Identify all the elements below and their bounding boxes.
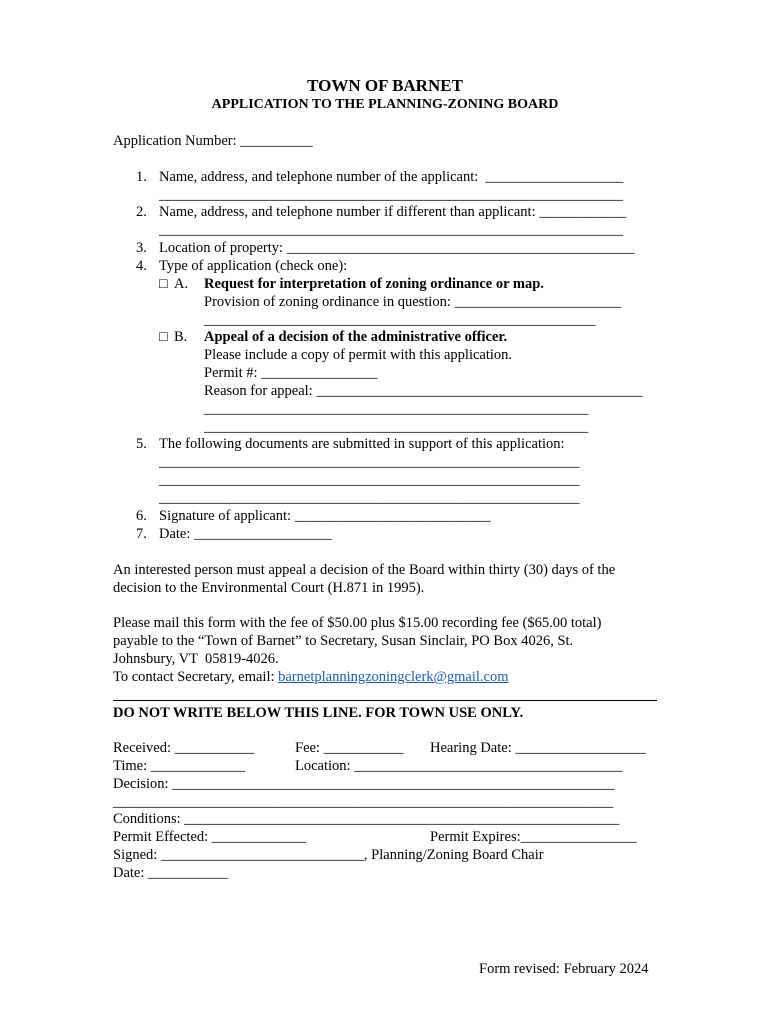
item-5-number: 5. (136, 436, 147, 452)
town-use-date-field[interactable]: Date: ___________ (113, 865, 228, 881)
time-field[interactable]: Time: _____________ (113, 758, 245, 774)
option-a-letter: A. (174, 276, 189, 292)
received-field[interactable]: Received: ___________ (113, 740, 255, 756)
appeal-reason-continuation[interactable]: _____________________________________________________ (204, 401, 589, 417)
option-b-heading: Appeal of a decision of the administrative officer. (204, 329, 508, 345)
item-1-number: 1. (136, 169, 147, 185)
decision-continuation[interactable]: _____________________________________________________________________ (113, 794, 614, 810)
permit-expires-field[interactable]: Permit Expires:________________ (430, 829, 637, 845)
form-revision-note: Form revised: February 2024 (479, 961, 649, 977)
supporting-documents-field[interactable]: __________________________________________________________ (159, 472, 580, 488)
town-use-divider (113, 700, 657, 701)
hearing-date-field[interactable]: Hearing Date: __________________ (430, 740, 646, 756)
location-field[interactable]: Location: _____________________________________ (295, 758, 623, 774)
decision-field[interactable]: Decision: _____________________________________________________________ (113, 776, 615, 792)
mail-instruction-line: Please mail this form with the fee of $50.00 plus $15.00 recording fee ($65.00 total) (113, 615, 602, 631)
permit-effected-field[interactable]: Permit Effected: _____________ (113, 829, 307, 845)
ordinance-provision-field[interactable]: Provision of zoning ordinance in question: _______________________ (204, 294, 622, 310)
mail-instruction-line: Johnsbury, VT 05819-4026. (113, 651, 279, 667)
supporting-documents-field[interactable]: __________________________________________________________ (159, 490, 580, 506)
permit-copy-instruction: Please include a copy of permit with this application. (204, 347, 513, 363)
mail-instruction-line: payable to the “Town of Barnet” to Secretary, Susan Sinclair, PO Box 4026, St. (113, 633, 574, 649)
town-use-heading: DO NOT WRITE BELOW THIS LINE. FOR TOWN USE ONLY. (113, 705, 524, 721)
contact-line (113, 668, 509, 686)
supporting-documents-label: The following documents are submitted in support of this application: (159, 436, 565, 452)
item-6-number: 6. (136, 508, 147, 524)
fee-field[interactable]: Fee: ___________ (295, 740, 404, 756)
supporting-documents-field[interactable]: __________________________________________________________ (159, 454, 580, 470)
property-location-field[interactable]: Location of property: ________________________________________________ (159, 240, 635, 256)
appeal-note-line: decision to the Environmental Court (H.871 in 1995). (113, 580, 425, 596)
application-number-field[interactable]: Application Number: __________ (113, 133, 313, 149)
appeal-reason-field[interactable]: Reason for appeal: _____________________________________________ (204, 383, 643, 399)
ordinance-provision-continuation[interactable]: ______________________________________________________ (204, 312, 596, 328)
alternate-contact-field[interactable]: Name, address, and telephone number if different than applicant: ____________ (159, 204, 627, 220)
applicant-info-field[interactable]: Name, address, and telephone number of the applicant: ___________________ (159, 169, 624, 185)
applicant-signature-field[interactable]: Signature of applicant: ___________________________ (159, 508, 491, 524)
option-b-checkbox[interactable] (159, 328, 168, 346)
application-type-label: Type of application (check one): (159, 258, 348, 274)
application-date-field[interactable]: Date: ___________________ (159, 526, 332, 542)
chair-signature-field[interactable]: Signed: ____________________________, Planning/Zoning Board Chair (113, 847, 544, 863)
option-b-letter: B. (174, 329, 188, 345)
form-title: TOWN OF BARNET (307, 76, 463, 95)
form-subtitle: APPLICATION TO THE PLANNING-ZONING BOARD (211, 97, 559, 112)
alternate-contact-continuation[interactable]: ________________________________________________________________ (159, 222, 623, 238)
checkbox-icon[interactable]: □ (159, 329, 168, 345)
permit-number-field[interactable]: Permit #: ________________ (204, 365, 378, 381)
applicant-info-continuation[interactable]: ________________________________________________________________ (159, 187, 623, 203)
checkbox-icon[interactable]: □ (159, 276, 168, 292)
option-a-heading: Request for interpretation of zoning ordinance or map. (204, 276, 544, 292)
item-3-number: 3. (136, 240, 147, 256)
appeal-reason-continuation[interactable]: _____________________________________________________ (204, 419, 589, 435)
appeal-note-line: An interested person must appeal a decision of the Board within thirty (30) days of the (113, 562, 616, 578)
conditions-field[interactable]: Conditions: ____________________________________________________________ (113, 811, 620, 827)
item-7-number: 7. (136, 526, 147, 542)
secretary-email-link[interactable]: barnetplanningzoningclerk@gmail.com (278, 669, 509, 685)
contact-label: To contact Secretary, email: (113, 669, 279, 685)
item-2-number: 2. (136, 204, 147, 220)
option-a-checkbox[interactable] (159, 275, 168, 293)
item-4-number: 4. (136, 258, 147, 274)
